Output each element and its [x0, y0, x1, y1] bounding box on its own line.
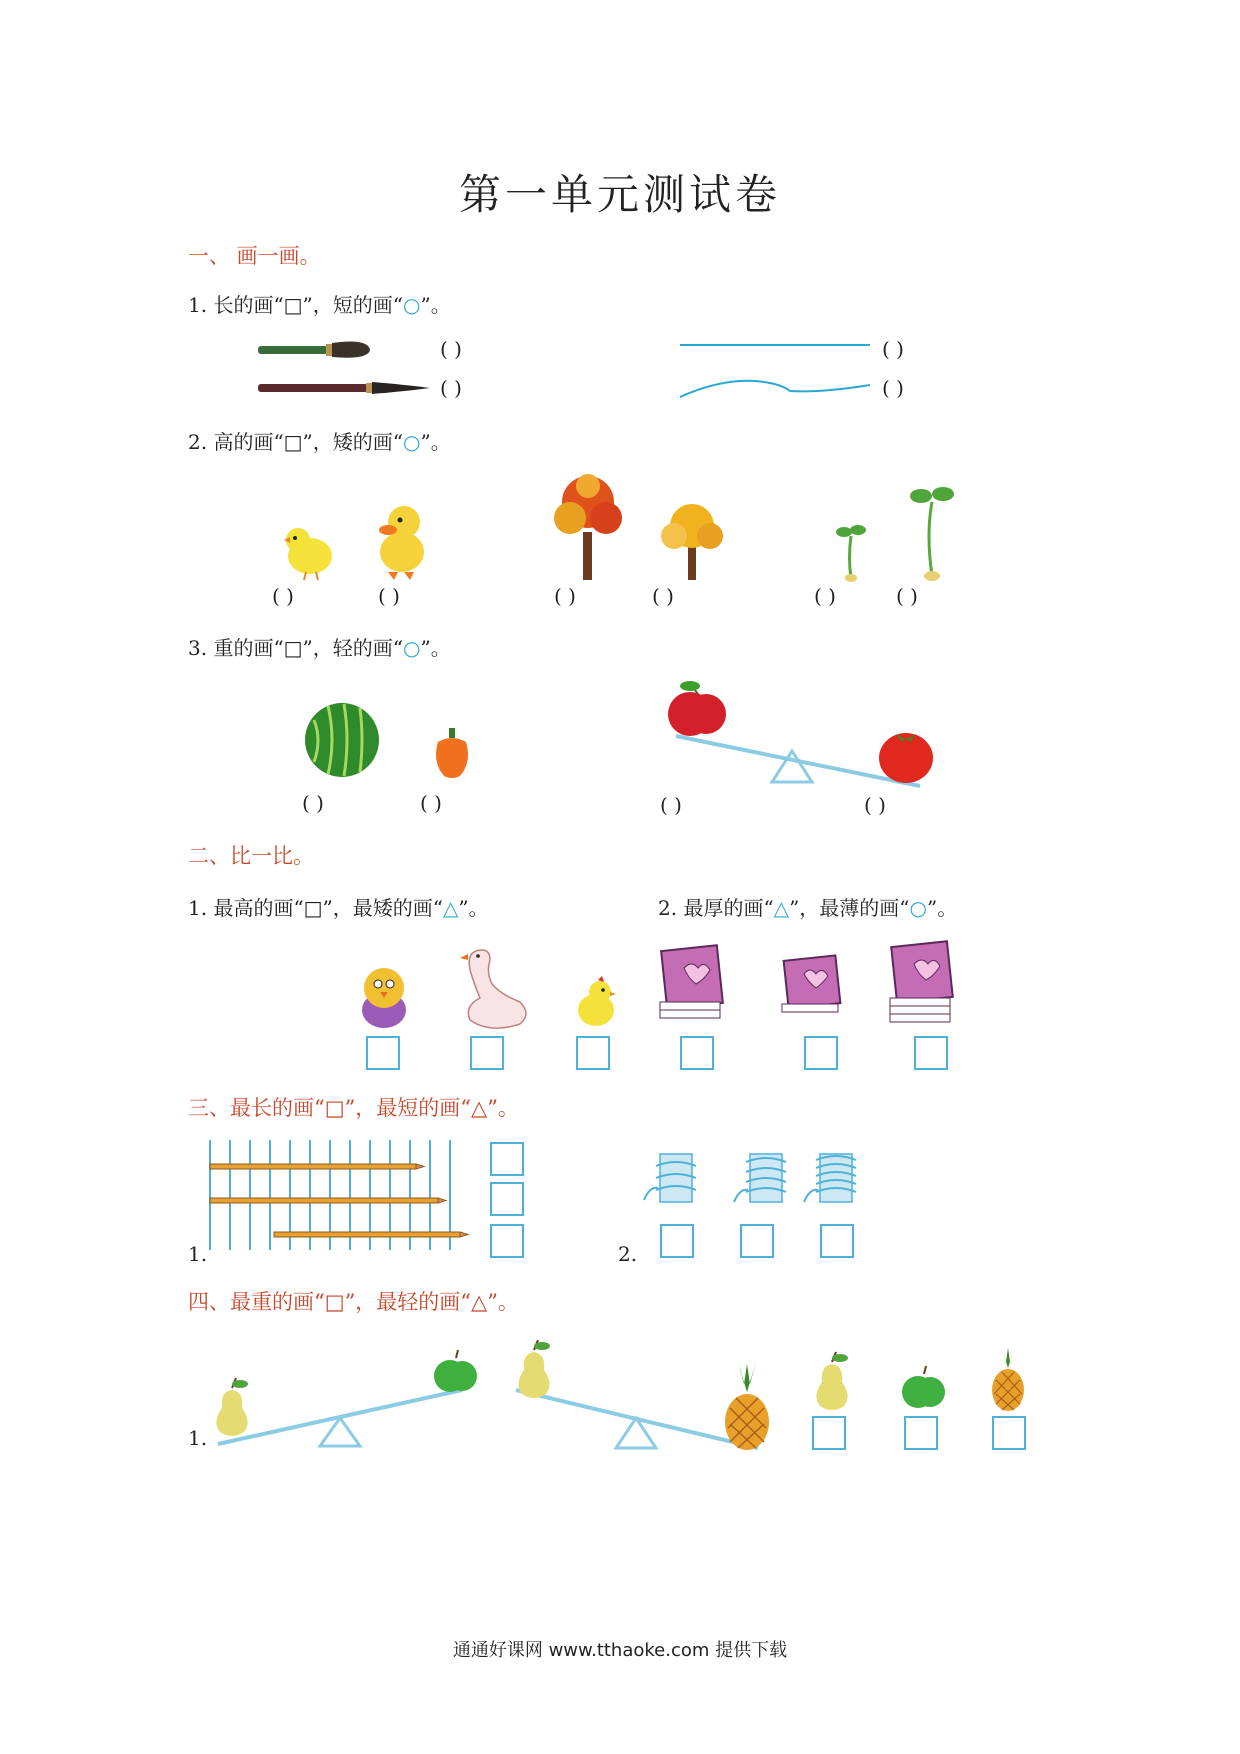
question-1-2: [188, 426, 451, 455]
question-text: ”。: [926, 896, 958, 920]
answer-paren[interactable]: ( ): [882, 376, 904, 400]
section-1-heading: 一、 画一画。: [188, 244, 321, 268]
pineapple-icon: [720, 1362, 774, 1452]
circle-symbol: ○: [403, 293, 421, 317]
item-number: 2.: [618, 1242, 638, 1266]
thick-book-icon: [654, 944, 726, 1024]
question-text: 1. 长的画“□”，短的画“: [188, 293, 404, 317]
question-text: ”。: [458, 896, 489, 920]
goose-icon: [460, 944, 532, 1036]
answer-box[interactable]: [490, 1142, 524, 1176]
answer-paren[interactable]: ( ): [272, 584, 294, 608]
answer-box[interactable]: [820, 1224, 854, 1258]
pencils-grid-image: [208, 1140, 468, 1252]
pear-icon: [510, 1340, 560, 1402]
pear-icon: [808, 1352, 858, 1414]
tomato-icon: [876, 728, 936, 784]
question-text: ”。: [420, 293, 451, 317]
answer-paren[interactable]: ( ): [896, 584, 918, 608]
answer-box[interactable]: [914, 1036, 948, 1070]
brush-long-image: [258, 378, 438, 408]
answer-paren[interactable]: ( ): [814, 584, 836, 608]
item-number: 1.: [188, 1242, 208, 1266]
rope-coil-icon: [800, 1148, 860, 1208]
section-2-heading: 二、比一比。: [188, 844, 314, 868]
answer-paren[interactable]: ( ): [440, 376, 462, 400]
circle-symbol: ○: [403, 430, 421, 454]
answer-box[interactable]: [366, 1036, 400, 1070]
rope-coil-icon: [730, 1148, 790, 1208]
green-apple-icon: [902, 1366, 946, 1410]
circle-symbol: ○: [909, 896, 927, 920]
question-text: ”。: [420, 430, 451, 454]
apple-icon: [668, 680, 728, 740]
answer-paren[interactable]: ( ): [652, 584, 674, 608]
section-3-heading: 三、最长的画“□”，最短的画“△”。: [188, 1096, 519, 1120]
answer-paren[interactable]: ( ): [882, 337, 904, 361]
question-1-3: [188, 632, 451, 661]
answer-box[interactable]: [992, 1416, 1026, 1450]
short-sprout-icon: [836, 518, 866, 582]
section-4-heading: 四、最重的画“□”，最轻的画“△”。: [188, 1290, 519, 1314]
question-1-1: [188, 289, 451, 318]
duckling-icon: [372, 500, 432, 582]
answer-box[interactable]: [740, 1224, 774, 1258]
question-text: 1. 最高的画“□”，最矮的画“: [188, 896, 444, 920]
question-text: 3. 重的画“□”，轻的画“: [188, 636, 404, 660]
small-chick-icon: [572, 976, 622, 1032]
short-tree-icon: [656, 500, 728, 582]
question-text: ”。: [420, 636, 451, 660]
page-title: 第一单元测试卷: [458, 170, 781, 219]
tall-sprout-icon: [910, 484, 954, 584]
answer-paren[interactable]: ( ): [554, 584, 576, 608]
pineapple-icon: [988, 1346, 1028, 1412]
answer-box[interactable]: [660, 1224, 694, 1258]
rope-coil-icon: [640, 1148, 700, 1208]
chick-mascot-icon: [356, 962, 412, 1032]
thin-book-icon: [778, 954, 844, 1018]
tall-tree-icon: [548, 472, 628, 582]
watermelon-icon: [302, 700, 382, 780]
answer-box[interactable]: [576, 1036, 610, 1070]
question-text: ”，最薄的画“: [789, 896, 910, 920]
answer-box[interactable]: [804, 1036, 838, 1070]
answer-box[interactable]: [812, 1416, 846, 1450]
lines-image: [680, 335, 880, 405]
pear-icon: [208, 1378, 258, 1440]
triangle-symbol: △: [443, 896, 459, 920]
answer-paren[interactable]: ( ): [864, 793, 886, 817]
circle-symbol: ○: [403, 636, 421, 660]
question-2-1: [188, 892, 489, 921]
answer-paren[interactable]: ( ): [378, 584, 400, 608]
answer-paren[interactable]: ( ): [660, 793, 682, 817]
answer-paren[interactable]: ( ): [420, 791, 442, 815]
triangle-symbol: △: [773, 896, 790, 920]
footer-text: 通通好课网 www.tthaoke.com 提供下载: [452, 1640, 788, 1661]
answer-paren[interactable]: ( ): [440, 337, 462, 361]
question-text: 2. 最厚的画“: [658, 896, 774, 920]
answer-box[interactable]: [680, 1036, 714, 1070]
question-2-2: [658, 892, 957, 921]
question-text: 2. 高的画“□”，矮的画“: [188, 430, 404, 454]
answer-box[interactable]: [904, 1416, 938, 1450]
answer-box[interactable]: [490, 1182, 524, 1216]
pepper-icon: [432, 728, 472, 780]
answer-paren[interactable]: ( ): [302, 791, 324, 815]
answer-box[interactable]: [470, 1036, 504, 1070]
green-apple-icon: [434, 1350, 478, 1394]
medium-book-icon: [884, 940, 956, 1030]
answer-box[interactable]: [490, 1224, 524, 1258]
chick-icon: [280, 520, 340, 580]
item-number: 1.: [188, 1426, 208, 1450]
